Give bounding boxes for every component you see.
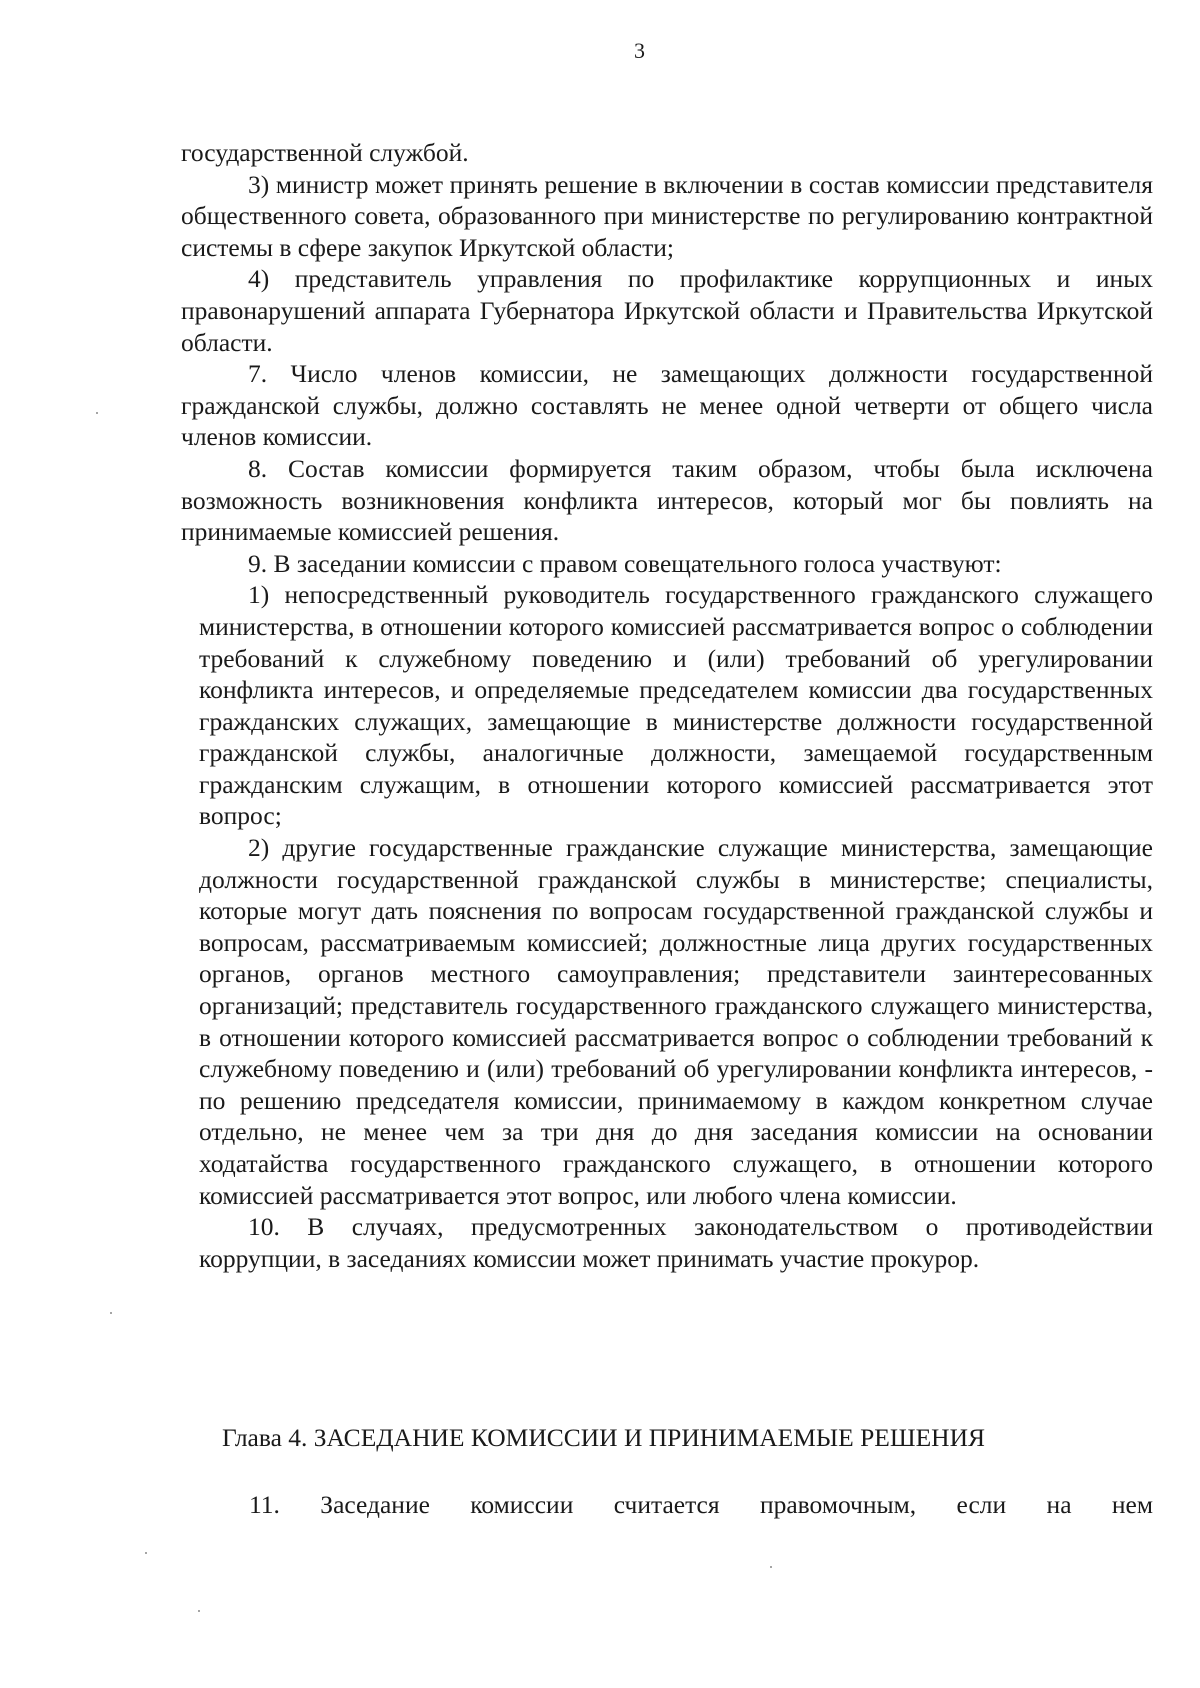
scan-speck xyxy=(96,412,98,414)
paragraph-8: 8. Состав комиссии формируется таким образом, чтобы была исключена возможность возникновения конфликта интересов, который мог бы повлиять на принимаемые комиссией решения. xyxy=(181,453,1153,547)
paragraph-9: 9. В заседании комиссии с правом совещательного голоса участвуют: xyxy=(248,548,1002,578)
scan-speck xyxy=(145,1552,147,1554)
body-text xyxy=(181,137,1153,1274)
paragraph-9-subitems xyxy=(199,579,1153,1274)
paragraph-continuation: государственной службой. xyxy=(181,138,469,167)
chapter-heading: Глава 4. ЗАСЕДАНИЕ КОМИССИИ И ПРИНИМАЕМЫЕ РЕШЕНИЯ xyxy=(222,1423,986,1452)
paragraph-9-item-1: 1) непосредственный руководитель государственного гражданского служащего министерства, в отношении которого комиссией рассматривается вопрос о соблюдении требований к служебному поведению и (или) требований об урегулировании конфликта интересов, и определяемые председателем комиссии два государственных гражданских служащих, замещающие в министерстве должности государственной гражданской службы, аналогичные должности, замещаемой государственным гражданским служащим, в отношении которого комиссией рассматривается этот вопрос; xyxy=(199,580,1153,831)
page-number: 3 xyxy=(634,38,645,63)
scan-speck xyxy=(198,1610,200,1612)
paragraph-item-3: 3) министр может принять решение в включении в состав комиссии представителя общественного совета, образованного при министерстве по регулированию контрактной системы в сфере закупок Иркутской области; xyxy=(181,169,1153,262)
paragraph-9-item-2: 2) другие государственные гражданские служащие министерства, замещающие должности государственной гражданской службы в министерстве; специалисты, которые могут дать пояснения по вопросам государственной гражданской службы и вопросам, рассматриваемым комиссией; должностные лица других государственных органов, органов местного самоуправления; представители заинтересованных организаций; представитель государственного гражданского служащего министерства, в отношении которого комиссией рассматривается вопрос о соблюдении требований к служебному поведению и (или) требований об урегулировании конфликта интересов, - по решению председателя комиссии, принимаемому в каждом конкретном случае отдельно, не менее чем за три дня до дня заседания комиссии на основании ходатайства государственного гражданского служащего, в отношении которого комиссией рассматривается этот вопрос, или любого члена комиссии. xyxy=(199,833,1153,1210)
scan-speck xyxy=(110,1312,112,1314)
paragraph-item-4: 4) представитель управления по профилактике коррупционных и иных правонарушений аппарата Губернатора Иркутской области и Правительства Иркутской области. xyxy=(181,264,1153,357)
scan-speck xyxy=(770,1566,772,1568)
paragraph-10: 10. В случаях, предусмотренных законодательством о противодействии коррупции, в заседаниях комиссии может принимать участие прокурор. xyxy=(199,1212,1153,1273)
paragraph-11: 11. Заседание комиссии считается правомочным, если на нем xyxy=(249,1490,1153,1519)
paragraph-7: 7. Число членов комиссии, не замещающих должности государственной гражданской службы, должно составлять не менее одной четверти от общего числа членов комиссии. xyxy=(181,359,1153,452)
